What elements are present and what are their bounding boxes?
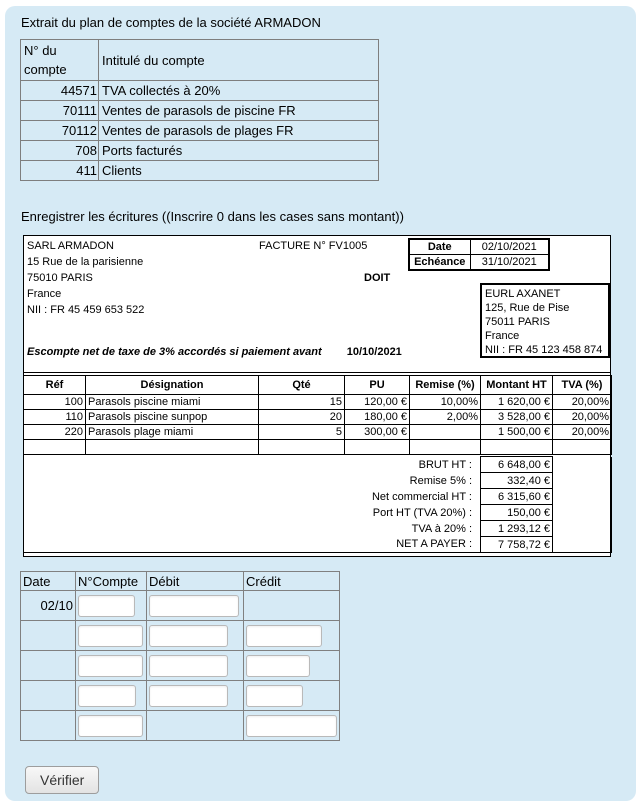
account-number: 708 [21,141,99,161]
plan-header-row [21,40,379,81]
total-label: TVA à 20% : [24,521,481,537]
client-name: EURL AXANET [485,288,561,300]
plan-title: Extrait du plan de comptes de la société ARMADON [21,15,321,30]
plan-col1-header: N° du compte [21,40,99,81]
journal-col-compte: N°Compte [76,572,147,591]
item-row: 110 Parasols piscine sunpop 20 180,00 € 2,00% 3 528,00 € 20,00% [24,410,612,425]
account-label: Ports facturés [99,141,379,161]
col-montant: Montant HT [481,376,553,395]
client-vat: NII : FR 45 123 458 874 [485,344,603,356]
total-label: Port HT (TVA 20%) : [24,505,481,521]
journal-row1-compte-input[interactable] [78,595,135,617]
journal-row4-compte-input[interactable] [78,685,136,707]
journal-col-debit: Débit [147,572,244,591]
col-designation: Désignation [86,376,259,395]
client-country: France [485,330,520,342]
account-number: 70111 [21,101,99,121]
total-label: Net commercial HT : [24,489,481,505]
total-row [24,521,612,537]
journal-table [20,571,340,741]
journal-row [21,681,340,711]
account-number: 411 [21,161,99,181]
invoice-number: FACTURE N° FV1005 [259,240,368,252]
seller-block [27,238,144,318]
account-number: 70112 [21,121,99,141]
journal-header-row [21,572,340,591]
doit-label: DOIT [364,272,391,284]
client-city: 75011 PARIS [485,316,551,328]
total-row [24,505,612,521]
total-label: BRUT HT : [24,457,481,473]
verify-button[interactable]: Vérifier [25,766,99,794]
seller-city: 75010 PARIS [27,272,93,284]
seller-name: SARL ARMADON [27,240,115,252]
account-label: Ventes de parasols de plages FR [99,121,379,141]
total-value: 6 315,60 € [481,489,553,505]
journal-row [21,711,340,741]
account-number: 44571 [21,81,99,101]
journal-row3-debit-input[interactable] [149,655,228,677]
seller-country: France [27,288,62,300]
journal-row4-credit-input[interactable] [246,685,303,707]
invoice-items-table [23,375,612,455]
escompte-note [27,346,402,358]
journal-row [21,591,340,621]
plan-row [21,81,379,101]
col-qte: Qté [259,376,345,395]
date-label: Date [409,239,470,255]
col-ref: Réf [24,376,86,395]
plan-col2-header: Intitulé du compte [99,40,379,81]
plan-row [21,141,379,161]
total-value: 6 648,00 € [481,457,553,473]
seller-address: 15 Rue de la parisienne [27,256,144,268]
plan-row [21,121,379,141]
item-row: 220 Parasols plage miami 5 300,00 € 1 500,00 € 20,00% [24,425,612,440]
journal-row4-debit-input[interactable] [149,685,228,707]
journal-row2-debit-input[interactable] [149,625,228,647]
account-label: TVA collectés à 20% [99,81,379,101]
echeance-label: Echéance [409,255,470,271]
journal-row3-credit-input[interactable] [246,655,310,677]
col-remise: Remise (%) [410,376,481,395]
journal-row2-compte-input[interactable] [78,625,143,647]
echeance-value: 31/10/2021 [470,255,549,271]
total-value: 150,00 € [481,505,553,521]
total-value: 1 293,12 € [481,521,553,537]
total-row [24,537,612,553]
journal-row1-date: 02/10 [21,591,76,621]
total-row [24,457,612,473]
seller-vat: NII : FR 45 459 653 522 [27,304,145,316]
invoice-divider [23,372,611,373]
journal-row3-compte-input[interactable] [78,655,143,677]
journal-col-credit: Crédit [244,572,340,591]
total-value: 7 758,72 € [481,537,553,553]
journal-row5-compte-input[interactable] [78,715,143,737]
journal-col-date: Date [21,572,76,591]
total-label: Remise 5% : [24,473,481,489]
col-tva: TVA (%) [553,376,612,395]
total-value: 332,40 € [481,473,553,489]
journal-row5-credit-input[interactable] [246,715,337,737]
client-address: 125, Rue de Pise [485,302,570,314]
invoice [23,235,611,557]
total-label: NET A PAYER : [24,537,481,553]
journal-row1-debit-input[interactable] [149,595,239,617]
escompte-text: Escompte net de taxe de 3% accordés si paiement avant [27,346,322,358]
plan-table [20,39,379,181]
exercise-panel [5,6,636,801]
account-label: Ventes de parasols de piscine FR [99,101,379,121]
plan-row [21,101,379,121]
invoice-totals-table [23,456,612,553]
date-value: 02/10/2021 [470,239,549,255]
total-row [24,473,612,489]
account-label: Clients [99,161,379,181]
journal-row [21,621,340,651]
plan-row [21,161,379,181]
invoice-dates-table [408,238,550,271]
journal-row [21,651,340,681]
item-row: 100 Parasols piscine miami 15 120,00 € 10,00% 1 620,00 € 20,00% [24,395,612,410]
journal-row2-credit-input[interactable] [246,625,322,647]
col-pu: PU [345,376,410,395]
total-row [24,489,612,505]
item-row-empty [24,440,612,455]
escompte-date: 10/10/2021 [346,346,402,358]
entry-title: Enregistrer les écritures ((Inscrire 0 dans les cases sans montant)) [21,209,404,224]
client-block [480,283,610,358]
items-header-row [24,376,612,395]
